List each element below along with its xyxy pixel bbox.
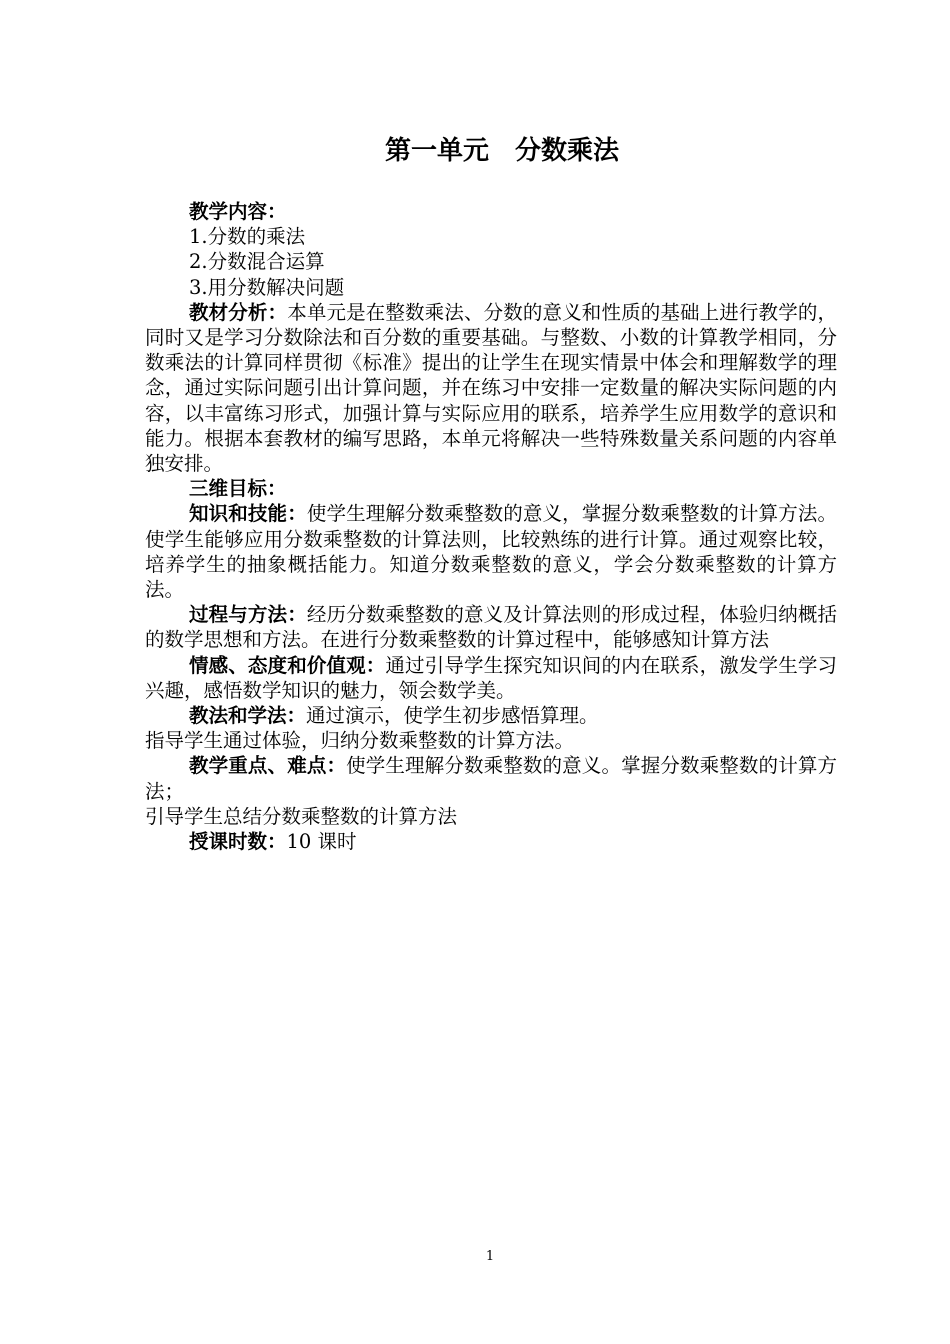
- document-body: [145, 199, 837, 854]
- analysis-label: 教材分析：: [189, 300, 288, 324]
- key-points-text: 使学生理解分数乘整数的意义。掌握分数乘整数的计算方法；: [145, 754, 837, 803]
- hours-label: 授课时数：: [189, 830, 287, 854]
- page-number: 1: [485, 1249, 495, 1264]
- process-paragraph: [145, 602, 837, 652]
- goals-label: 三维目标：: [189, 477, 287, 501]
- methods-text: 通过演示，使学生初步感悟算理。: [306, 704, 599, 728]
- knowledge-paragraph: [145, 501, 837, 602]
- content-label: 教学内容：: [189, 200, 287, 223]
- emotion-paragraph: [145, 653, 837, 703]
- analysis-paragraph: [145, 300, 837, 476]
- knowledge-text: 使学生理解分数乘整数的意义，掌握分数乘整数的计算方法。使学生能够应用分数乘整数的计算法则，比较熟练的进行计算。通过观察比较，培养学生的抽象概括能力。知道分数乘整数的意义，学会分数乘整数的计算方法。: [145, 502, 837, 602]
- process-label: 过程与方法：: [189, 603, 307, 627]
- process-text: 经历分数乘整数的意义及计算法则的形成过程，体验归纳概括的数学思想和方法。在进行分数乘整数的计算过程中，能够感知计算方法: [145, 603, 837, 652]
- content-item: 2.分数混合运算: [189, 250, 325, 274]
- content-item: 3.用分数解决问题: [189, 275, 345, 299]
- hours-value: 10 课时: [286, 830, 357, 854]
- emotion-label: 情感、态度和价值观：: [189, 653, 386, 677]
- key-points-continuation: 引导学生总结分数乘整数的计算方法: [145, 804, 458, 828]
- key-points-label: 教学重点、难点：: [189, 754, 347, 778]
- key-points-paragraph: [145, 753, 837, 803]
- emotion-text: 通过引导学生探究知识间的内在联系，激发学生学习兴趣，感悟数学知识的魅力，领会数学美。: [145, 653, 837, 702]
- methods-paragraph: [145, 703, 837, 728]
- page-title: 第一单元 分数乘法: [384, 136, 619, 166]
- analysis-text: 本单元是在整数乘法、分数的意义和性质的基础上进行教学的，同时又是学习分数除法和百分数的重要基础。与整数、小数的计算教学相同，分数乘法的计算同样贯彻《标准》提出的让学生在现实情景中体会和理解数学的理念，通过实际问题引出计算问题，并在练习中安排一定数量的解决实际问题的内容，以丰富练习形式，加强计算与实际应用的联系，培养学生应用数学的意识和能力。根据本套教材的编写思路，本单元将解决一些特殊数量关系问题的内容单独安排。: [145, 300, 837, 476]
- content-item: 1.分数的乘法: [189, 225, 306, 249]
- methods-label: 教法和学法：: [189, 704, 307, 728]
- goals-heading: [145, 476, 837, 501]
- methods-continuation: 指导学生通过体验，归纳分数乘整数的计算方法。: [145, 729, 575, 753]
- hours-paragraph: [145, 829, 837, 854]
- content-heading: [145, 199, 837, 224]
- knowledge-label: 知识和技能：: [189, 502, 307, 526]
